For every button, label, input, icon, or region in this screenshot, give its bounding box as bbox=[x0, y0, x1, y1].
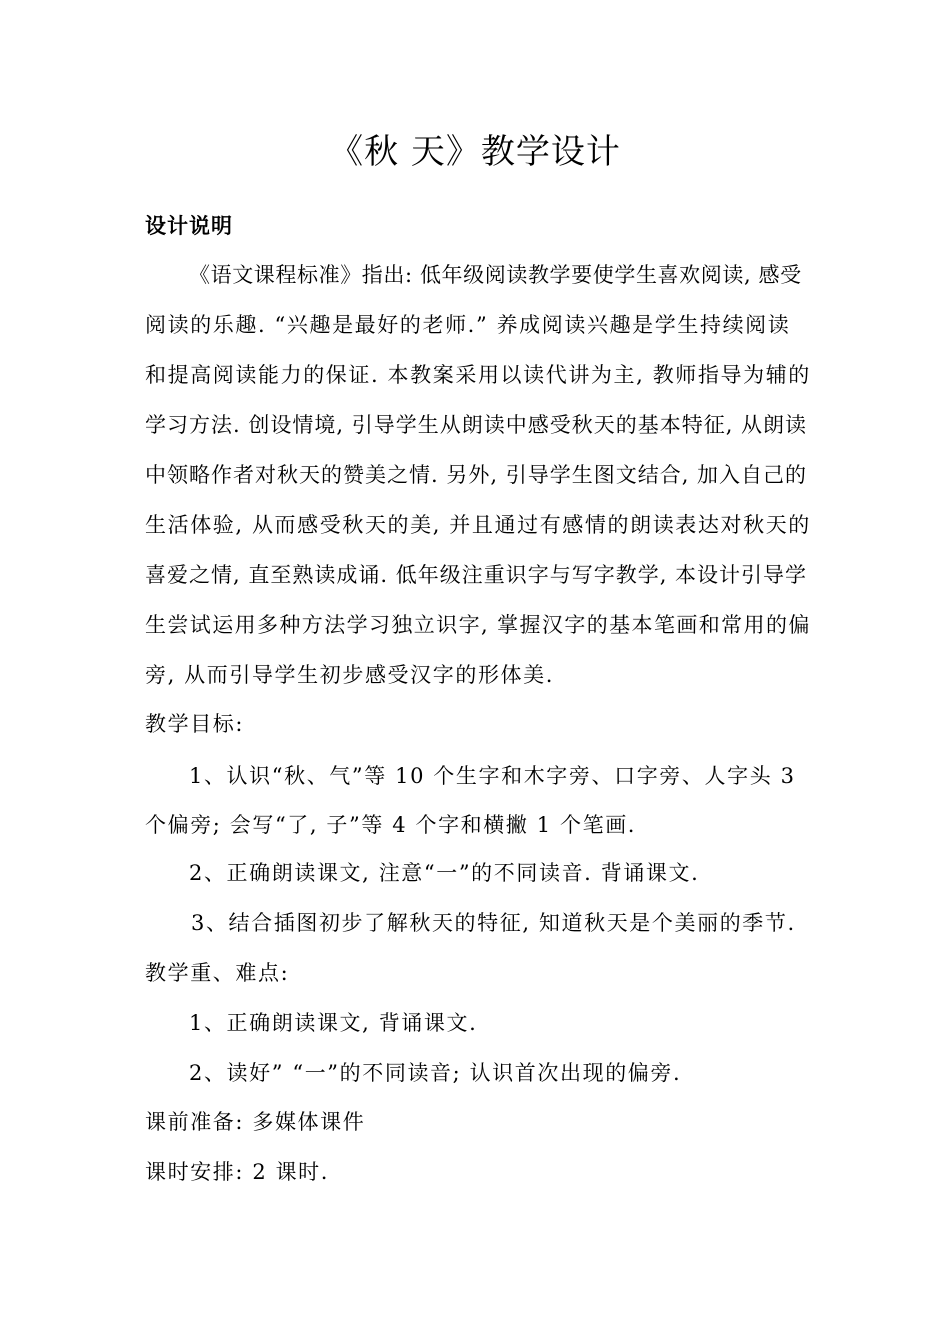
objectives-heading: 教学目标: bbox=[145, 712, 245, 736]
key-point-1: 1、正确朗读课文, 背诵课文. bbox=[189, 1011, 478, 1035]
paragraph-line-8: 生尝试运用多种方法学习独立识字, 掌握汉字的基本笔画和常用的偏 bbox=[145, 613, 811, 637]
design-notes-heading: 设计说明 bbox=[145, 214, 233, 238]
key-points-heading: 教学重、难点: bbox=[145, 961, 290, 985]
paragraph-line-2: 阅读的乐趣. “兴趣是最好的老师.” 养成阅读兴趣是学生持续阅读 bbox=[145, 313, 791, 337]
schedule-line: 课时安排: 2 课时. bbox=[145, 1160, 330, 1184]
key-point-2: 2、读好” “一”的不同读音; 认识首次出现的偏旁. bbox=[189, 1061, 682, 1085]
objective-1-line-2: 个偏旁; 会写“了, 子”等 4 个字和横撇 1 个笔画. bbox=[145, 813, 637, 837]
paragraph-line-3: 和提高阅读能力的保证. 本教案采用以读代讲为主, 教师指导为辅的 bbox=[145, 363, 811, 387]
paragraph-line-9: 旁, 从而引导学生初步感受汉字的形体美. bbox=[145, 663, 555, 687]
preparation-line: 课前准备: 多媒体课件 bbox=[145, 1110, 366, 1134]
objective-3: 3、结合插图初步了解秋天的特征, 知道秋天是个美丽的季节. bbox=[191, 911, 796, 935]
document-title: 《秋 天》教学设计 bbox=[329, 132, 621, 172]
paragraph-line-1: 《语文课程标准》指出: 低年级阅读教学要使学生喜欢阅读, 感受 bbox=[189, 263, 802, 287]
objective-2: 2、正确朗读课文, 注意“一”的不同读音. 背诵课文. bbox=[189, 861, 700, 885]
paragraph-line-5: 中领略作者对秋天的赞美之情. 另外, 引导学生图文结合, 加入自己的 bbox=[145, 463, 808, 487]
paragraph-line-4: 学习方法. 创设情境, 引导学生从朗读中感受秋天的基本特征, 从朗读 bbox=[145, 413, 808, 437]
objective-1-line-1: 1、认识“秋、气”等 10 个生字和木字旁、口字旁、人字头 3 bbox=[189, 764, 796, 788]
paragraph-line-7: 喜爱之情, 直至熟读成诵. 低年级注重识字与写字教学, 本设计引导学 bbox=[145, 563, 808, 587]
paragraph-line-6: 生活体验, 从而感受秋天的美, 并且通过有感情的朗读表达对秋天的 bbox=[145, 513, 811, 537]
